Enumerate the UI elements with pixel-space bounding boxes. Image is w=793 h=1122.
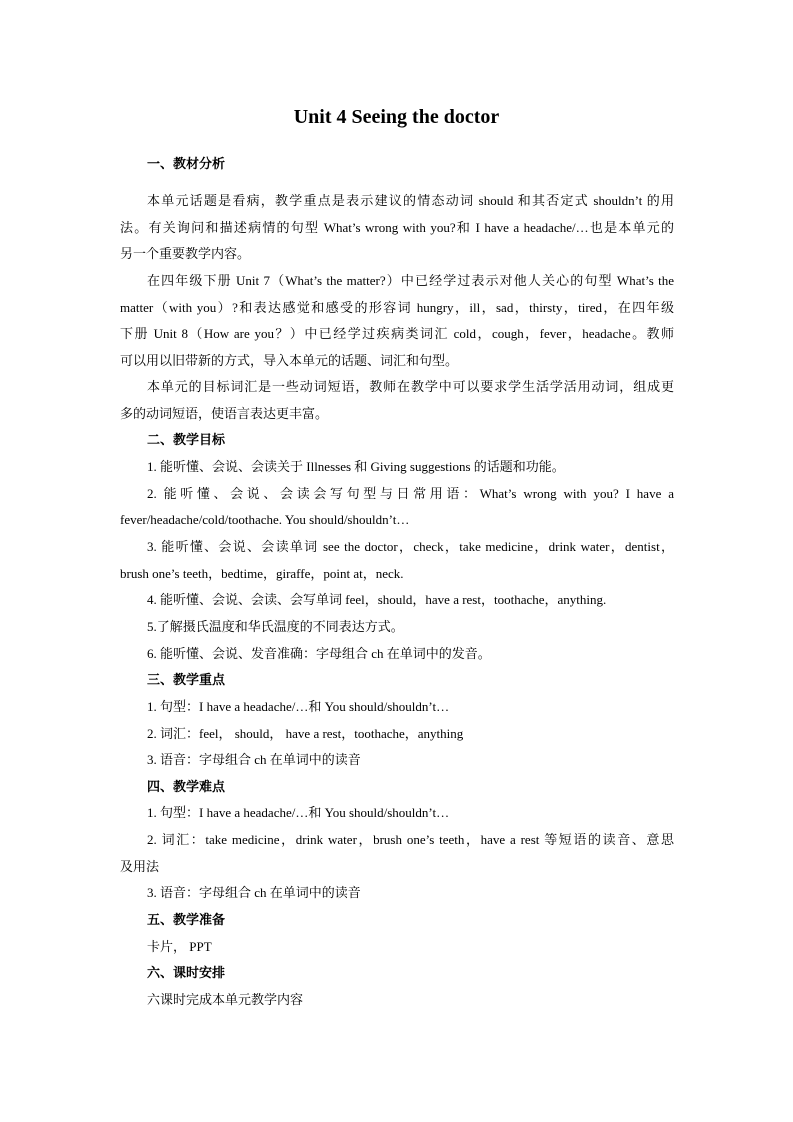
preparation-text: 卡片， PPT: [147, 939, 212, 954]
section-heading-objectives: 二、教学目标: [147, 432, 226, 447]
paragraph-line: 在四年级下册 Unit 7（What’s the matter?）中已经学过表示对他人关心的句型 What’s the: [147, 273, 674, 288]
section-heading-analysis: 一、教材分析: [147, 156, 226, 171]
objective-item: 6. 能听懂、会说、发音准确：字母组合 ch 在单词中的发音。: [147, 646, 491, 661]
objective-item-continued: brush one’s teeth，bedtime，giraffe，point at，neck.: [120, 566, 404, 581]
paragraph-line: 多的动词短语，使语言表达更丰富。: [120, 406, 329, 421]
section-heading-schedule: 六、课时安排: [147, 965, 226, 980]
key-point-item: 3. 语音：字母组合 ch 在单词中的读音: [147, 752, 361, 767]
document-title: Unit 4 Seeing the doctor: [293, 106, 500, 128]
paragraph-line: 可以用以旧带新的方式，导入本单元的话题、词汇和句型。: [120, 353, 459, 368]
objective-item: 2. 能听懂、会说、会读会写句型与日常用语：What’s wrong with you? I have a: [147, 486, 674, 501]
paragraph-line: matter（with you）?和表达感觉和感受的形容词 hungry，ill，sad，thirsty，tired，在四年级: [120, 300, 674, 315]
objective-item: 5.了解摄氏温度和华氏温度的不同表达方式。: [147, 619, 404, 634]
paragraph-line: 本单元话题是看病，教学重点是表示建议的情态动词 should 和其否定式 shouldn’t 的用: [147, 193, 674, 208]
objective-item: 1. 能听懂、会说、会读关于 Illnesses 和 Giving suggestions 的话题和功能。: [147, 459, 565, 474]
paragraph-line: 另一个重要教学内容。: [120, 246, 251, 261]
key-point-item: 1. 句型：I have a headache/…和 You should/shouldn’t…: [147, 699, 450, 714]
difficulty-item: 2. 词汇：take medicine，drink water，brush one’s teeth，have a rest 等短语的读音、意思: [147, 832, 674, 847]
objective-item: 4. 能听懂、会说、会读、会写单词 feel，should，have a rest，toothache，anything.: [147, 592, 607, 607]
paragraph-line: 法。有关询问和描述病情的句型 What’s wrong with you?和 I have a headache/…也是本单元的: [120, 220, 674, 235]
section-heading-difficulties: 四、教学难点: [147, 779, 226, 794]
section-heading-key-points: 三、教学重点: [147, 672, 226, 687]
paragraph-line: 本单元的目标词汇是一些动词短语，教师在教学中可以要求学生活学活用动词，组成更: [147, 379, 674, 394]
section-heading-preparation: 五、教学准备: [147, 912, 226, 927]
difficulty-item: 3. 语音：字母组合 ch 在单词中的读音: [147, 885, 361, 900]
schedule-text: 六课时完成本单元教学内容: [147, 992, 304, 1007]
paragraph-line: 下册 Unit 8（How are you？）中已经学过疾病类词汇 cold，cough，fever，headache。教师: [120, 326, 674, 341]
objective-item-continued: fever/headache/cold/toothache. You should/shouldn’t…: [120, 512, 410, 527]
difficulty-item-continued: 及用法: [120, 859, 160, 874]
key-point-item: 2. 词汇：feel， should， have a rest，toothache，anything: [147, 726, 464, 741]
difficulty-item: 1. 句型：I have a headache/…和 You should/shouldn’t…: [147, 805, 450, 820]
objective-item: 3. 能听懂、会说、会读单词 see the doctor，check，take medicine，drink water，dentist，: [147, 539, 674, 554]
